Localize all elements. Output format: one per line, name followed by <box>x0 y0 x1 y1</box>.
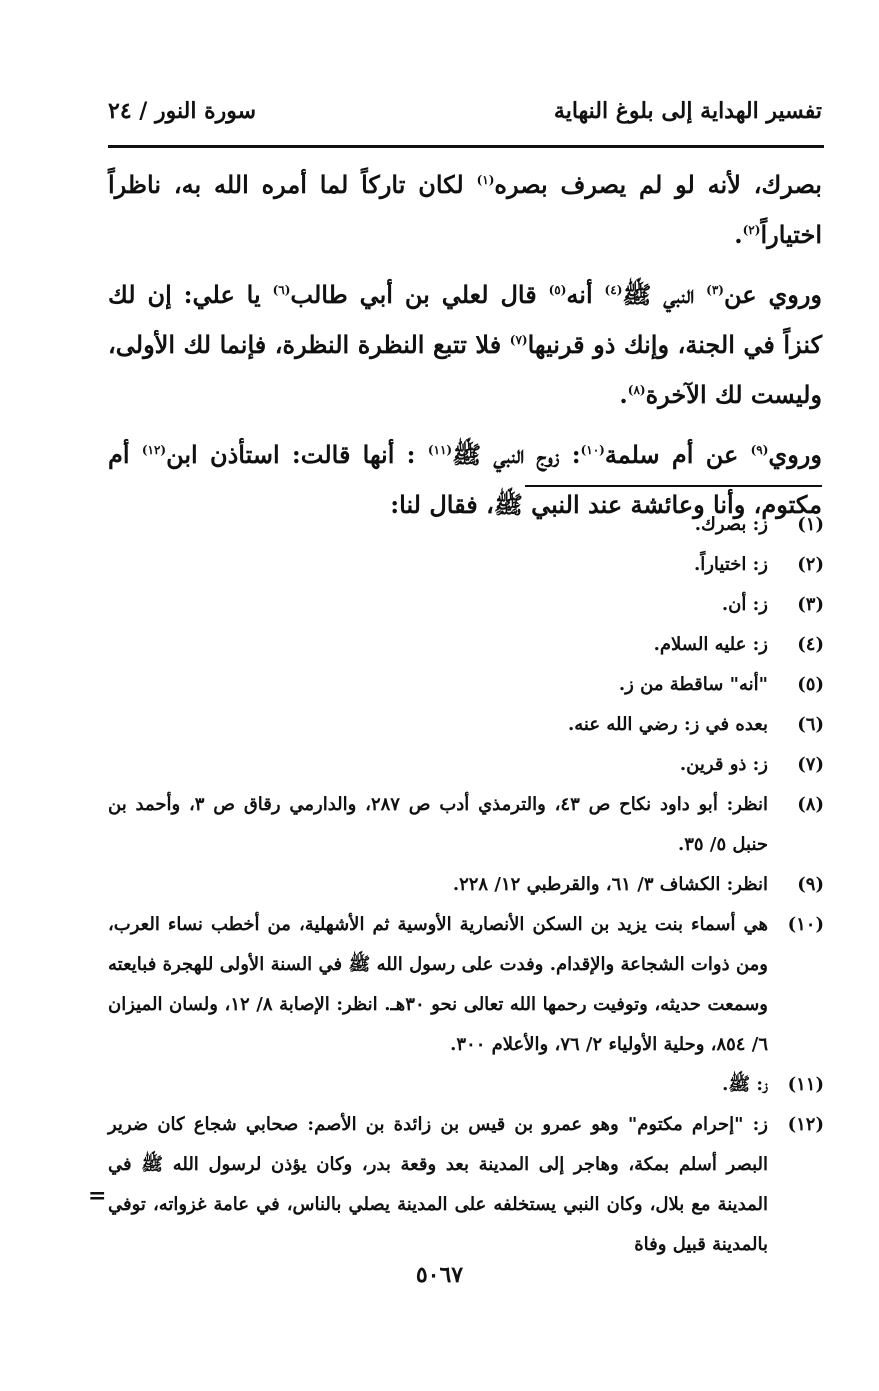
footnote-ref: (٣) <box>706 283 724 297</box>
text-run: أم مكتوم، وأنا وعائشة عند النبي ﷺ، فقال لنا: <box>108 440 822 519</box>
footnote-item <box>108 745 824 785</box>
footnote-number: (٧) <box>797 754 824 775</box>
text-run: لكان تاركاً لما أمره الله به، ناظراً اختياراً <box>108 170 822 249</box>
footnote-ref: (١٢) <box>141 443 167 457</box>
footnote-text: هي أسماء بنت يزيد بن السكن الأنصارية الأوسية ثم الأشهلية، من أخطب نساء العرب، ومن ذوات الشجاعة والإقدام. وفدت على رسول الله ﷺ في السنة الأولى للهجرة فبايعته وسمعت حديثه، وتوفيت رحمها الله تعالى نحو ٣٠هـ. انظر: الإصابة ٨/ ١٢، ولسان الميزان ٦/ ٨٥٤، وحلية الأولياء ٢/ ٧٦، والأعلام ٣٠٠. <box>108 914 768 1055</box>
footnote-ref: (٦) <box>272 283 291 297</box>
footnote-separator <box>525 485 822 487</box>
footnote-item <box>108 705 824 745</box>
footnote-text: ز: عليه السلام. <box>653 634 768 655</box>
text-run: قال لعلي بن أبي طالب <box>290 280 549 309</box>
footnote-ref: (٥) <box>548 283 567 297</box>
footnote-ref: (٩) <box>750 443 769 457</box>
footnote-text: "أنه" ساقطة من ز. <box>618 674 768 695</box>
page-number: ٥٠٦٧ <box>415 1262 464 1288</box>
text-run: فلا تتبع النظرة النظرة، فإنما لك الأولى، وليست لك الآخرة <box>108 330 822 409</box>
footnote-ref: (١٠) <box>580 443 605 457</box>
footnote-item <box>108 905 824 1065</box>
text-run: وروي عن <box>723 280 823 309</box>
continuation-mark: = <box>88 1183 107 1209</box>
footnote-item <box>108 665 824 705</box>
footnote-text: ز: "إحرام مكتوم" وهو عمرو بن قيس بن زائدة بن الأصم: صحابي شجاع كان ضرير البصر أسلم بمكة، وهاجر إلى المدينة بعد وقعة بدر، وكان يؤذن لرسول الله ﷺ في المدينة مع بلال، وكان النبي يستخلفه على المدينة يصلي بالناس، في عامة غزواته، توفي بالمدينة قبيل وفاة <box>108 1114 768 1255</box>
footnote-ref: (٢) <box>742 223 761 237</box>
footnote-number: (٣) <box>797 594 824 615</box>
footnotes <box>108 505 824 1265</box>
footnote-item <box>108 865 824 905</box>
footnote-item <box>108 585 824 625</box>
text-run: يا علي: إن لك كنزاً في الجنة، وإنك ذو قرنيها <box>108 280 822 359</box>
text-run: : أنها قالت: استأذن ابن <box>166 440 428 469</box>
surah-label: سورة النور / ٢٤ <box>108 98 257 124</box>
footnote-number: (٤) <box>797 634 824 655</box>
footnote-ref: (٤) <box>604 283 623 297</box>
text-run: وروي <box>768 440 822 469</box>
main-text <box>108 160 822 540</box>
footnote-item <box>108 785 824 865</box>
text-run: النبي ﷺ <box>622 280 707 309</box>
footnote-number: (٨) <box>797 794 824 815</box>
footnote-item <box>108 505 824 545</box>
footnote-ref: (٨) <box>627 383 646 397</box>
footnote-number: (٥) <box>797 674 824 695</box>
text-run: عن أم سلمة <box>604 440 751 469</box>
text-run: : زوج النبي ﷺ <box>452 440 581 469</box>
footnote-text: بعده في ز: رضي الله عنه. <box>567 714 768 735</box>
footnote-number: (٦) <box>797 714 824 735</box>
footnote-item <box>108 545 824 585</box>
text-run: . <box>619 380 628 409</box>
footnote-number: (١١) <box>787 1074 824 1095</box>
paragraph-2 <box>108 270 822 420</box>
footnote-text: ز: بصرك. <box>694 514 768 535</box>
footnote-text: انظر: أبو داود نكاح ص ٤٣، والترمذي أدب ص ٢٨٧، والدارمي رقاق ص ٣، وأحمد بن حنبل ٥/ ٣٥. <box>108 794 768 855</box>
footnote-number: (١٠) <box>787 914 824 935</box>
text-run: أنه <box>566 280 605 309</box>
footnote-text: انظر: الكشاف ٣/ ٦١، والقرطبي ١٢/ ٢٢٨. <box>452 874 768 895</box>
footnote-ref: (١١) <box>427 443 453 457</box>
footnote-ref: (١) <box>476 173 495 187</box>
footnote-item <box>108 1105 824 1265</box>
footnote-number: (١٢) <box>787 1114 824 1135</box>
book-title: تفسير الهداية إلى بلوغ النهاية <box>553 98 822 124</box>
footnote-item <box>108 1065 824 1105</box>
text-run: . <box>734 220 743 249</box>
footnote-text: ز: ﷺ. <box>722 1074 768 1095</box>
footnote-number: (١) <box>797 514 824 535</box>
paragraph-1 <box>108 160 822 260</box>
footnote-text: ز: ذو قرين. <box>679 754 768 775</box>
header-rule <box>108 145 824 148</box>
text-run: بصرك، لأنه لو لم يصرف بصره <box>494 170 822 199</box>
footnote-text: ز: اختياراً. <box>693 554 768 575</box>
footnote-number: (٢) <box>797 554 824 575</box>
footnote-ref: (٧) <box>509 333 528 347</box>
footnote-item <box>108 625 824 665</box>
page-header <box>108 92 822 140</box>
footnote-text: ز: أن. <box>721 594 768 615</box>
footnote-number: (٩) <box>797 874 824 895</box>
